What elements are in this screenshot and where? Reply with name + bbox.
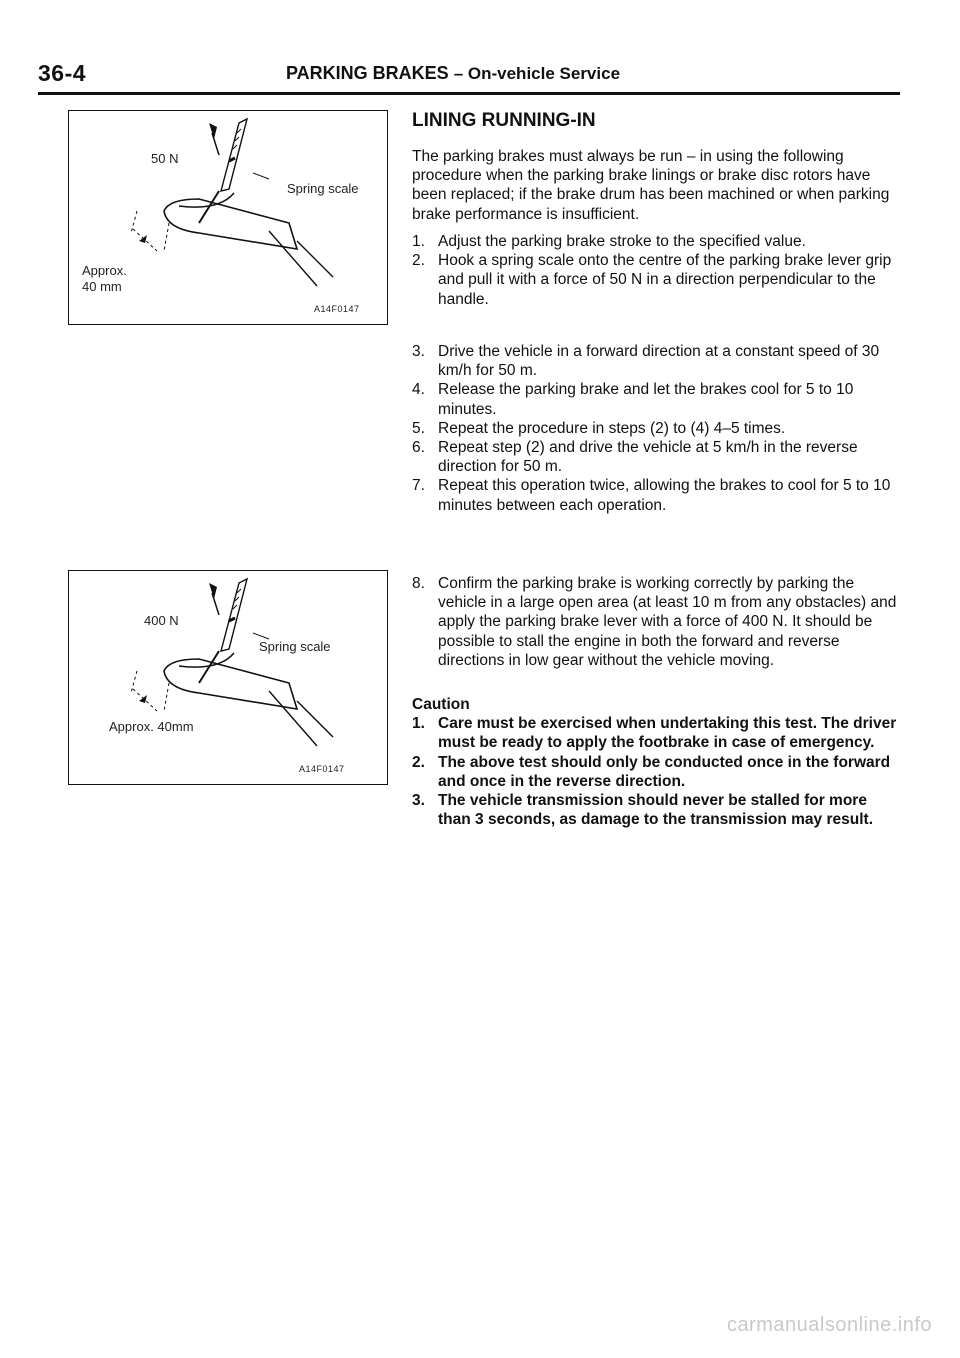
- watermark: carmanualsonline.info: [726, 1314, 932, 1336]
- force-label: 400 N: [144, 613, 179, 628]
- spring-scale-label: Spring scale: [259, 639, 331, 654]
- figure-50n-spring-scale: [68, 110, 388, 325]
- approx-label: Approx. 40mm: [109, 719, 194, 734]
- spring-scale-label: Spring scale: [287, 181, 359, 196]
- page-number: 36-4: [38, 60, 87, 86]
- figure-code: A14F0147: [299, 764, 345, 774]
- figure-400n-spring-scale: [68, 570, 388, 785]
- caution-block: [412, 695, 902, 829]
- approx-value: 40 mm: [82, 279, 122, 294]
- section-title-sub: – On-vehicle Service: [453, 64, 621, 83]
- list-item: 7. Repeat this operation twice, allowing the brakes to cool for 5 to 10 minutes between each operation.: [412, 477, 891, 514]
- intro-paragraph: The parking brakes must always be run – in using the following procedure when the parking brake linings or brake disc rotors have been replaced; if the brake drum has been machined or when parking brake performance is insufficient.: [412, 148, 890, 223]
- list-item: 1. Care must be exercised when undertaking this test. The driver must be ready to apply the footbrake in case of emergency.: [412, 715, 897, 752]
- steps-list-a: [412, 232, 902, 309]
- section-title: [286, 63, 620, 84]
- page-header: [38, 60, 900, 95]
- force-label: 50 N: [151, 151, 179, 166]
- section-title-main: PARKING BRAKES: [286, 63, 449, 83]
- list-item: 3. Drive the vehicle in a forward direction at a constant speed of 30 km/h for 50 m.: [412, 343, 880, 380]
- list-item: 1. Adjust the parking brake stroke to the specified value.: [412, 233, 806, 250]
- list-item: 4. Release the parking brake and let the brakes cool for 5 to 10 minutes.: [412, 381, 854, 418]
- steps-list-c: [412, 574, 902, 670]
- spring-scale-illustration: [69, 571, 387, 784]
- approx-label: Approx.: [82, 263, 127, 278]
- list-item: 2. The above test should only be conducted once in the forward and once in the reverse direction.: [412, 753, 891, 790]
- list-item: 6. Repeat step (2) and drive the vehicle at 5 km/h in the reverse direction for 50 m.: [412, 439, 858, 476]
- steps-list-b: [412, 342, 902, 515]
- section-heading: LINING RUNNING-IN: [412, 110, 596, 131]
- list-item: 2. Hook a spring scale onto the centre of the parking brake lever grip and pull it with a force of 50 N in a direction perpendicular to the handle.: [412, 252, 892, 308]
- list-item: 8. Confirm the parking brake is working correctly by parking the vehicle in a large open area (at least 10 m from any obstacles) and apply the parking brake lever with a force of 400 N. It should be possible to stall the engine in both the forward and reverse directions in low gear without the vehicle moving.: [412, 575, 897, 669]
- figure-code: A14F0147: [314, 304, 360, 314]
- list-item: 5. Repeat the procedure in steps (2) to (4) 4–5 times.: [412, 419, 786, 437]
- caution-title: Caution: [412, 696, 470, 713]
- list-item: 3. The vehicle transmission should never be stalled for more than 3 seconds, as damage to the transmission may result.: [412, 792, 873, 829]
